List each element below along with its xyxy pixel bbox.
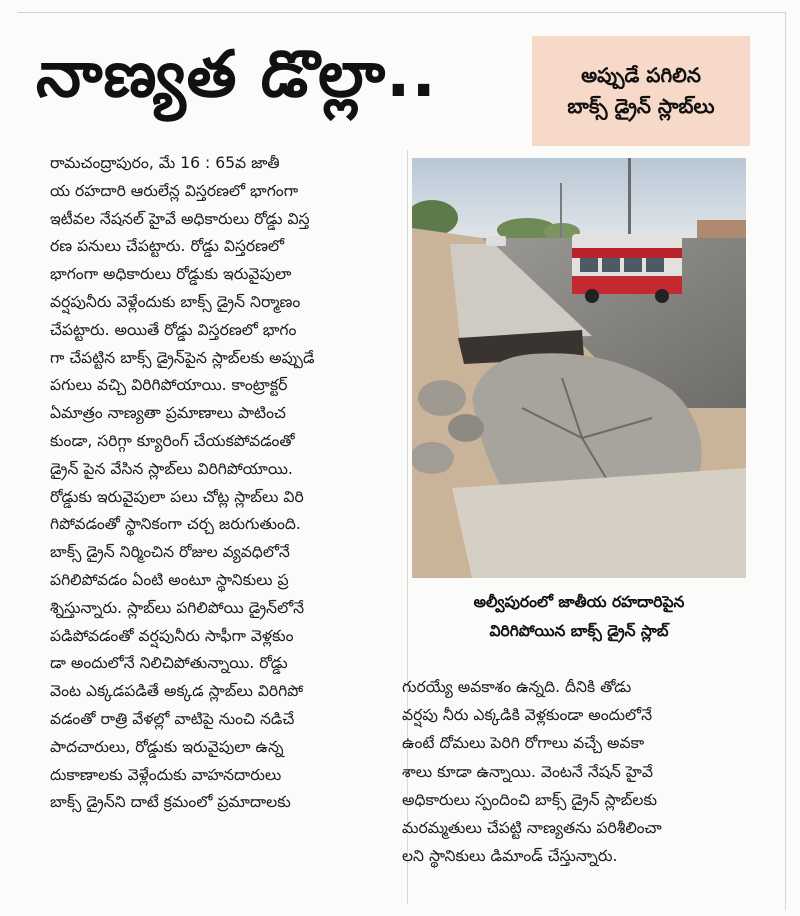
photo-caption [412, 588, 746, 646]
article-line: గా చేపట్టిన బాక్స్ డ్రైన్‌పైన స్లాబ్‌లకు అప్పుడే [50, 348, 315, 367]
article-line: రణ పనులు చేపట్టారు. రోడ్డు విస్తరణలో [50, 237, 285, 256]
article-column-right [402, 673, 756, 903]
article-line: శాలు కూడా ఉన్నాయి. వెంటనే నేషన్ హైవే [402, 762, 654, 781]
top-rule [18, 12, 786, 13]
article-line: గిపోవడంతో స్థానికంగా చర్చ జరుగుతుంది. [50, 515, 301, 534]
article-line: డ్రైన్ పైన వేసిన స్లాబ్‌లు విరిగిపోయాయి. [50, 459, 293, 478]
kicker-line-1: అప్పుడే పగిలిన [581, 63, 701, 87]
article-line: కుండా, సరిగ్గా క్యూరింగ్ చేయకపోవడంతో [50, 431, 295, 450]
article-line: చేపట్టారు. అయితే రోడ్డు విస్తరణలో భాగం [50, 320, 297, 339]
article-line: శ్నిస్తున్నారు. స్లాబ్‌లు పగిలిపోయి డ్రైన్‌లోనే [50, 598, 305, 617]
headline: నాణ్యత డొల్లా.. [36, 38, 437, 112]
kicker-box [532, 36, 750, 146]
article-line: దుకాణాలకు వెళ్లేందుకు వాహనదారులు [50, 765, 282, 784]
article-line: ఇటీవల నేషనల్ హైవే అధికారులు రోడ్డు విస్త [50, 209, 310, 228]
article-line: ఏమాత్రం నాణ్యతా ప్రమాణాలు పాటించ [50, 404, 286, 423]
news-photo [412, 158, 746, 578]
right-rule [785, 12, 786, 910]
article-line: పగులు వచ్చి విరిగిపోయాయి. కాంట్రాక్టర్ [50, 376, 288, 395]
article-line: గురయ్యే అవకాశం ఉన్నది. దీనికి తోడు [402, 678, 632, 696]
article-line: య రహదారి ఆరులేన్ల విస్తరణలో భాగంగా [50, 181, 299, 200]
article-line: డా అందులోనే నిలిచిపోతున్నాయి. రోడ్డు [50, 654, 288, 673]
article-line: మరమ్మతులు చేపట్టి నాణ్యతను పరిశీలించా [402, 819, 662, 838]
article-line: అధికారులు స్పందించి బాక్స్ డ్రైన్ స్లాబ్‌లకు [402, 790, 657, 809]
article-column-left [50, 150, 400, 900]
article-line: వర్షపునీరు వెళ్లేందుకు బాక్స్ డ్రైన్ నిర్మాణం [50, 292, 301, 311]
article-line: బాక్స్ డ్రైన్ నిర్మించిన రోజుల వ్యవధిలోనే [50, 543, 290, 562]
article-line: భాగంగా అధికారులు రోడ్డుకు ఇరువైపులా [50, 265, 292, 284]
article-line: రామచంద్రాపురం, మే 16 : 65వ జాతీ [50, 154, 280, 172]
article-line: పగిలిపోవడం ఏంటి అంటూ స్థానికులు ప్ర [50, 570, 289, 589]
article-line: లని స్థానికులు డిమాండ్ చేస్తున్నారు. [402, 847, 618, 866]
article-line: వెంట ఎక్కడపడితే అక్కడ స్లాబ్‌లు విరిగిపో [50, 682, 304, 701]
broken-slab-photo-icon [412, 158, 746, 578]
article-line: బాక్స్ డ్రైన్‌ని దాటే క్రమంలో ప్రమాదాలకు [50, 793, 291, 812]
article-line: పడిపోవడంతో వర్షపునీరు సాఫీగా వెళ్లకుం [50, 626, 294, 645]
article-line: వడంతో రాత్రి వేళల్లో వాటిపై నుంచి నడిచే [50, 709, 295, 728]
article-line: వర్షపు నీరు ఎక్కడికి వెళ్లకుండా అందులోనే [402, 706, 653, 725]
article-line: పాదచారులు, రోడ్డుకు ఇరువైపులా ఉన్న [50, 737, 284, 756]
article-line: రోడ్డుకు ఇరువైపులా పలు చోట్ల స్లాబ్‌లు విరి [50, 487, 304, 506]
caption-line-1: అల్వీపురంలో జాతీయ రహదారిపైన [473, 593, 685, 611]
caption-line-2: విరిగిపోయిన బాక్స్ డ్రైన్ స్లాబ్ [489, 622, 669, 640]
article-line: ఉంటే దోమలు పెరిగి రోగాలు వచ్చే అవకా [402, 734, 645, 753]
kicker-line-2: బాక్స్ డ్రైన్ స్లాబ్‌లు [567, 94, 715, 118]
